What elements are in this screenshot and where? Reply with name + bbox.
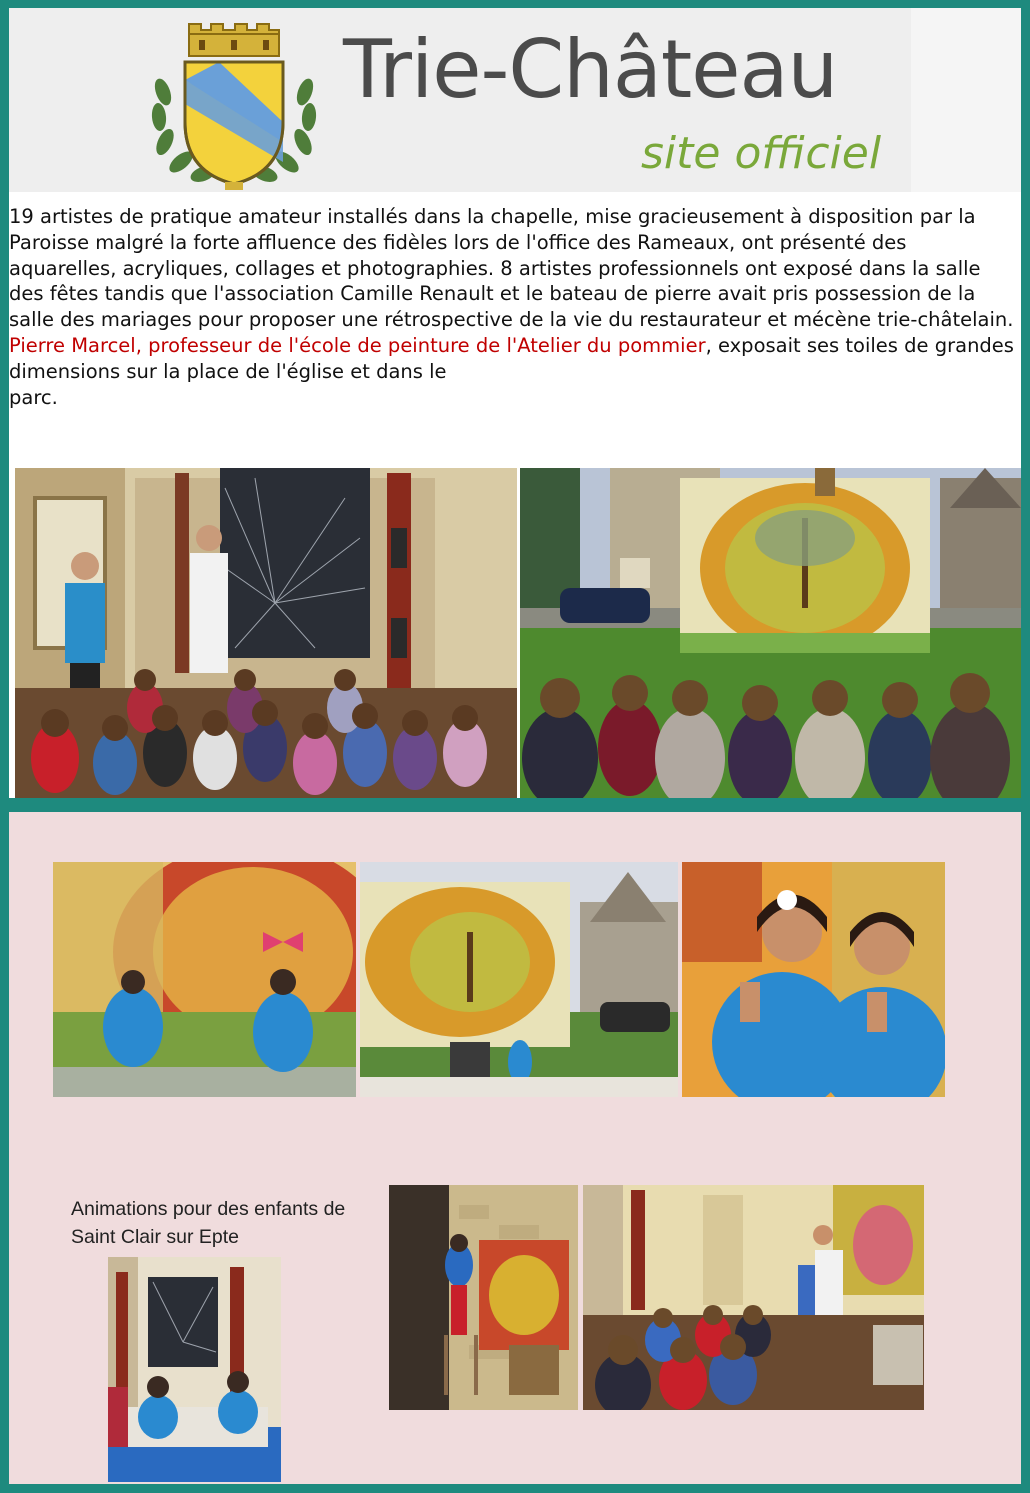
article-link[interactable]: Pierre Marcel, professeur de l'école de peinture de l'Atelier du pommier [9, 333, 706, 357]
coat-of-arms-icon [149, 22, 319, 192]
article-text [9, 204, 1019, 410]
top-panel [9, 8, 1021, 798]
photo-children-at-table [108, 1257, 281, 1482]
bottom-panel [9, 812, 1021, 1484]
photo-child-painting-wall [389, 1185, 578, 1410]
photo-children-painting-apple [53, 862, 356, 1097]
article-paragraph: 19 artistes de pratique amateur installés dans la chapelle, mise gracieusement à disposition par la Paroisse malgré la forte affluence des fidèles lors de l'office des Rameaux, ont présenté des aquarelles, acryliques, collages et photographies. 8 artistes professionnels ont exposé dans la salle des fêtes tandis que l'association Camille Renault et le bateau de pierre avait pris possession de la salle des mariages pour proposer une rétrospective de la vie du restaurateur et mécène trie-châtelain. [9, 205, 1014, 332]
site-subtitle: site officiel [641, 128, 882, 179]
article-paragraph-end: parc. [9, 385, 58, 409]
photo-apple-painting-church [360, 862, 678, 1097]
photo-two-smiling-girls [682, 862, 945, 1097]
animations-caption [71, 1195, 345, 1251]
header-strip [911, 8, 1021, 192]
photo-painter-indoor [15, 468, 517, 798]
caption-line: Saint Clair sur Epte [71, 1226, 239, 1248]
photo-painter-demo-children [583, 1185, 924, 1410]
photo-apple-painting-outdoor [520, 468, 1021, 798]
caption-line: Animations pour des enfants de [71, 1198, 346, 1220]
site-header [9, 8, 1021, 192]
site-title[interactable]: Trie-Château [343, 23, 838, 116]
article-paragraph-continuation: , exposait ses toiles de grandes dimensions sur la place de l'église et dans le [9, 333, 1014, 383]
